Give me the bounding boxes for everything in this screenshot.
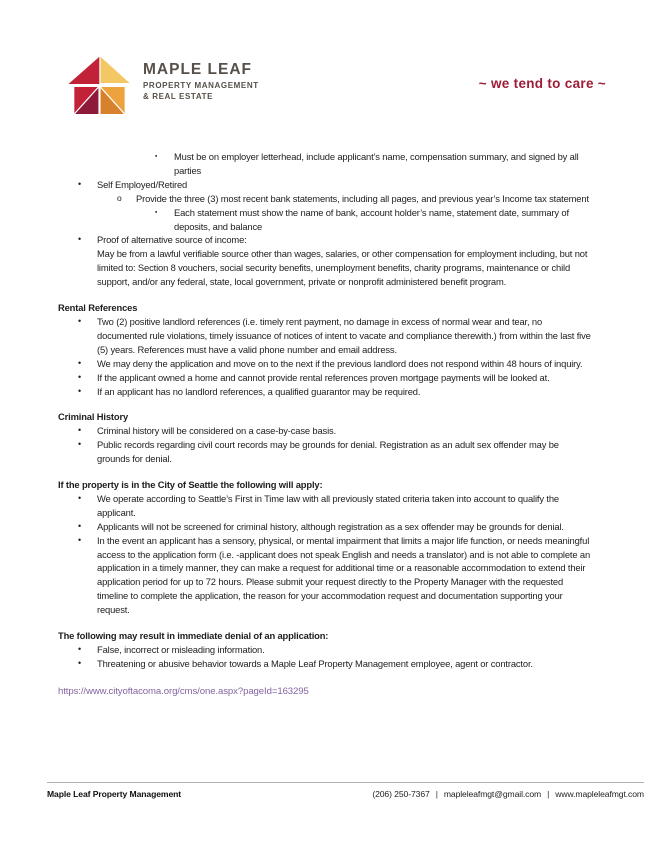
section-heading: The following may result in immediate denial of an application: [58,630,329,642]
list-item [58,534,594,617]
bullet-icon: ▪ [155,153,158,160]
section-heading: If the property is in the City of Seattle the following will apply: [58,479,323,491]
list-item-text: Self Employed/Retired [97,178,188,190]
list-item [58,371,594,385]
list-item [58,385,594,399]
brand-name: MAPLE LEAF [143,61,253,78]
list-item-text: In the event an applicant has a sensory, physical, or mental impairment that limits a major life function, or needs meaningful access to the application form (i.e. -applicant does not speak English and needs a translator) and is not able to complete an application in a timely manner, they can make a request for additional time or a reasonable accommodation to extend their application period for up to 72 hours. Please submit your request directly to the Property Manager with the requested timeline to complete the application, the reason for your accommodation request and documentation supporting your request. [97,534,591,616]
list-item [58,424,594,438]
bullet-icon: • [78,425,82,436]
footer-contact [372,789,644,799]
document-section [58,410,594,466]
brand-text [143,62,259,103]
footer-phone: (206) 250-7367 [372,789,430,799]
bullet-icon: • [78,644,82,654]
list-item-text: Public records regarding civil court records may be grounds for denial. Registration as an adult sex offender may be grounds for denial. [97,439,559,465]
brand-line3: & REAL ESTATE [143,92,214,102]
list-item [58,178,594,192]
list-item [58,206,594,234]
list-item-text: We operate according to Seattle’s First in Time law with all previously stated criteria taken into account to qualify the applicant. [97,492,559,518]
bullet-icon: • [78,385,82,396]
bullet-icon: • [78,357,82,368]
document-section [58,629,594,671]
list-item-text: Provide the three (3) most recent bank statements, including all pages, and previous year’s Income tax statement [136,192,589,204]
bullet-icon: • [78,315,82,326]
list-item [58,657,594,671]
footer-website: www.mapleleafmgt.com [555,789,644,799]
cityoftacoma-link[interactable]: https://www.cityoftacoma.org/cms/one.aspx?pageId=163295 [58,685,309,697]
list-item-text: We may deny the application and move on to the next if the previous landlord does not respond within 48 hours of inquiry. [97,357,583,369]
page-footer [47,782,644,799]
list-item [58,492,594,520]
brand-line2: PROPERTY MANAGEMENT [143,81,259,91]
document-section [58,150,594,289]
logo [65,54,259,117]
list-item-text: Threatening or abusive behavior towards a Maple Leaf Property Management employee, agent or contractor. [97,657,533,669]
document-sections [58,150,594,671]
bullet-icon: • [78,520,82,531]
bullet-icon: • [78,492,82,503]
list-item [58,520,594,534]
list-item-text: Applicants will not be screened for criminal history, although registration as a sex offender may be grounds for denial. [97,520,564,532]
list-item [58,643,594,657]
footer-separator-icon: | [435,789,438,799]
list-item-text: If an applicant has no landlord references, a qualified guarantor may be required. [97,385,421,397]
list-item-text: Two (2) positive landlord references (i.e. timely rent payment, no damage in excess of normal wear and tear, no documented rule violations, timely issuance of notices of intent to vacate and compliance therewith.) from within the last five (5) years. References must have a valid phone number and email address. [97,315,591,355]
document-section [58,478,594,617]
link-row [58,684,594,699]
maple-leaf-house-icon [65,54,133,117]
bullet-icon: • [78,439,82,450]
document-section [58,301,594,398]
list-item-text: If the applicant owned a home and cannot provide rental references proven mortgage payments will be looked at. [97,371,550,383]
bullet-icon: • [78,178,82,189]
list-item [58,315,594,357]
list-item-text: False, incorrect or misleading information. [97,644,265,655]
list-item [58,357,594,371]
list-item-continuation: May be from a lawful verifiable source other than wages, salaries, or other compensation for employment including, but not limited to: Section 8 vouchers, social security benefits, unemployment benefits, charity programs, maintenance or child support, and/or any federal, state, local government, private or nonprofit administered benefit program. [97,248,588,288]
list-item-text: Proof of alternative source of income: [97,234,247,246]
bullet-icon: • [78,534,82,545]
bullet-icon: o [117,192,122,203]
footer-company: Maple Leaf Property Management [47,789,182,799]
list-item [58,233,594,247]
list-item [58,150,594,178]
footer-email: mapleleafmgt@gmail.com [443,789,542,799]
bullet-icon: • [78,371,82,382]
section-heading: Criminal History [58,411,129,423]
section-heading: Rental References [58,302,138,314]
list-item-text: Criminal history will be considered on a case-by-case basis. [97,425,337,437]
list-item-text: Each statement must show the name of bank, account holder’s name, statement date, summary of deposits, and balance [174,206,569,232]
document-body [58,150,594,699]
bullet-icon: • [78,657,82,668]
list-item [58,438,594,466]
footer-separator-icon: | [547,789,550,799]
bullet-icon: ▪ [155,208,158,216]
list-item [58,192,594,206]
list-item-text: Must be on employer letterhead, include applicant’s name, compensation summary, and signed by all parties [174,151,579,176]
tagline: ~ we tend to care ~ [478,76,606,91]
bullet-icon: • [78,234,82,245]
